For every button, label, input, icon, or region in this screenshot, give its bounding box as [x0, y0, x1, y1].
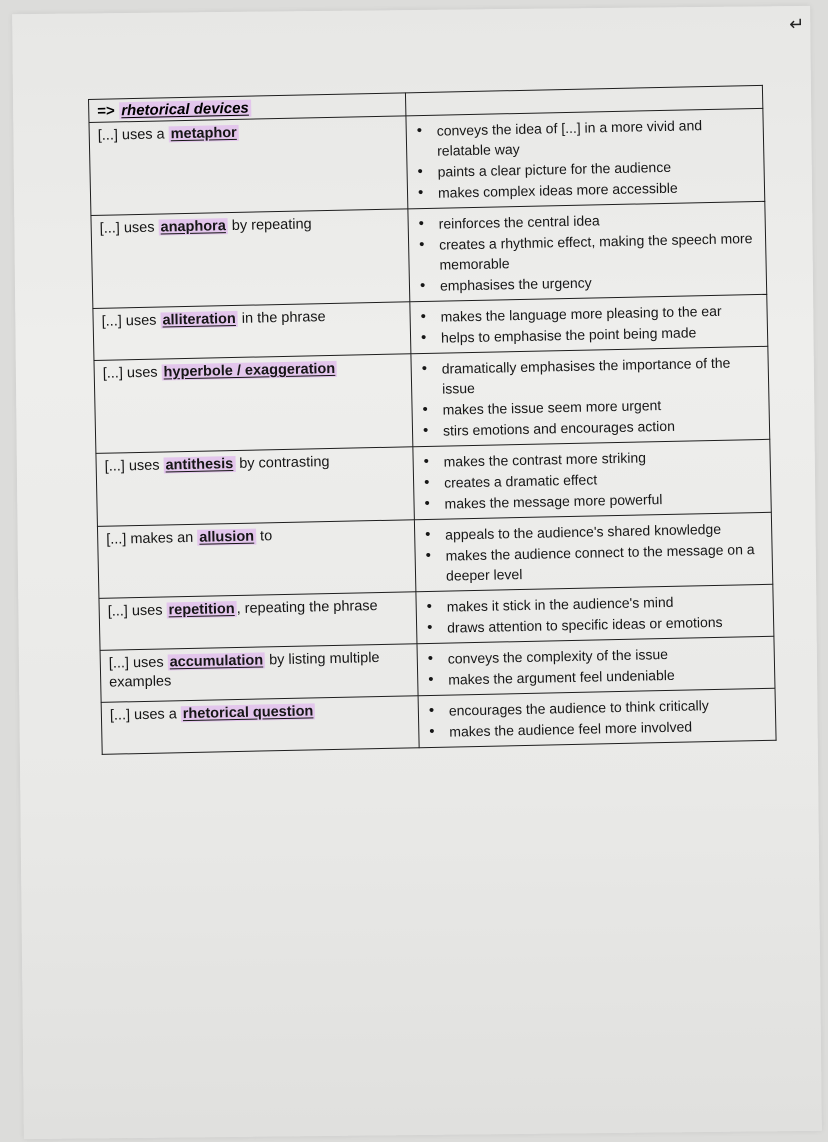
effects-list [415, 114, 757, 203]
device-prefix: [...] uses [104, 457, 164, 475]
device-sentence [103, 358, 403, 383]
header-arrow: => [97, 102, 115, 120]
device-prefix: [...] uses [102, 364, 162, 382]
device-term: hyperbole / exaggeration [163, 360, 336, 381]
device-cell [100, 644, 418, 703]
effect-item: • makes the audience connect to the message on a deeper level [445, 539, 764, 586]
device-row [89, 108, 765, 215]
device-suffix: , repeating the phrase [236, 598, 378, 617]
device-cell [96, 447, 414, 527]
effect-item: • makes the issue seem more urgent [442, 393, 760, 420]
effects-cell [417, 636, 775, 695]
effects-list [420, 352, 762, 441]
effect-item: • dramatically emphasises the importance of the issue [442, 352, 761, 399]
effects-list [423, 518, 764, 586]
device-prefix: [...] uses [99, 219, 159, 237]
effect-item: • makes the message more powerful [444, 487, 762, 514]
device-term: repetition [168, 601, 235, 619]
device-sentence [106, 524, 406, 549]
effects-list [421, 445, 762, 514]
device-suffix: by listing multiple examples [109, 650, 380, 691]
effect-item: • paints a clear picture for the audience [437, 155, 755, 182]
device-term: rhetorical question [182, 703, 314, 723]
effects-cell [414, 512, 772, 591]
effect-item: • helps to emphasise the point being made [441, 321, 759, 348]
corner-mark-icon: ↵ [789, 13, 805, 36]
device-suffix: by contrasting [235, 454, 330, 472]
effect-item: • makes it stick in the audience's mind [446, 590, 764, 617]
effect-item: • stirs emotions and encourages action [443, 414, 761, 441]
device-prefix: [...] makes an [106, 529, 198, 548]
device-sentence [108, 596, 408, 621]
effect-item: • emphasises the urgency [440, 269, 758, 296]
effect-item: • conveys the complexity of the issue [448, 642, 766, 669]
device-term: alliteration [162, 310, 236, 329]
device-term: metaphor [170, 124, 237, 143]
header-title: rhetorical devices [121, 99, 249, 120]
effect-item: • makes the audience feel more involved [449, 715, 767, 742]
device-sentence [109, 648, 410, 692]
effects-cell [416, 584, 774, 643]
device-sentence [98, 121, 398, 146]
device-cell [99, 592, 417, 651]
device-cell [101, 696, 419, 755]
device-sentence [105, 451, 405, 476]
device-cell [91, 209, 410, 309]
device-cell [89, 116, 408, 216]
device-cell [94, 354, 413, 454]
effect-item: • creates a rhythmic effect, making the speech more memorable [439, 228, 758, 275]
device-sentence [101, 306, 401, 331]
device-prefix: [...] uses a [97, 126, 169, 144]
device-prefix: [...] uses [101, 312, 161, 330]
effects-list [425, 590, 766, 638]
device-cell [93, 302, 411, 361]
effect-item: • draws attention to specific ideas or emotions [447, 611, 765, 638]
effects-list [427, 694, 768, 742]
device-term: accumulation [169, 652, 264, 671]
device-term: antithesis [165, 456, 234, 474]
effects-cell [408, 201, 767, 301]
device-prefix: [...] uses [108, 654, 168, 672]
device-suffix: to [255, 528, 273, 545]
effects-cell [413, 439, 771, 519]
effects-list [416, 207, 758, 296]
effect-item: • encourages the audience to think critically [449, 694, 767, 721]
rhetorical-devices-table [88, 85, 777, 755]
device-suffix: by repeating [227, 216, 312, 235]
effect-item: • makes the language more pleasing to the ear [440, 300, 758, 327]
device-term: allusion [199, 528, 255, 546]
device-row [94, 346, 770, 453]
device-prefix: [...] uses a [109, 706, 181, 724]
device-suffix: in the phrase [237, 309, 326, 327]
effect-item: • appeals to the audience's shared knowledge [445, 518, 763, 545]
device-term: anaphora [160, 218, 226, 236]
effect-item: • creates a dramatic effect [444, 466, 762, 493]
effect-item: • makes complex ideas more accessible [438, 176, 756, 203]
effects-cell [410, 294, 768, 353]
effects-cell [418, 688, 776, 747]
effects-cell [406, 108, 765, 208]
device-cell [97, 520, 415, 599]
device-sentence [100, 214, 400, 239]
effect-item: • makes the argument feel undeniable [448, 663, 766, 690]
effects-cell [411, 346, 770, 446]
device-prefix: [...] uses [107, 602, 167, 620]
device-sentence [110, 700, 410, 725]
device-row [96, 439, 771, 526]
effect-item: • makes the contrast more striking [443, 445, 761, 472]
device-row [91, 201, 767, 308]
effect-item: • reinforces the central idea [438, 207, 756, 234]
effects-list [418, 300, 759, 348]
effect-item: • conveys the idea of [...] in a more vivid and relatable way [437, 114, 756, 161]
effects-list [426, 642, 767, 690]
